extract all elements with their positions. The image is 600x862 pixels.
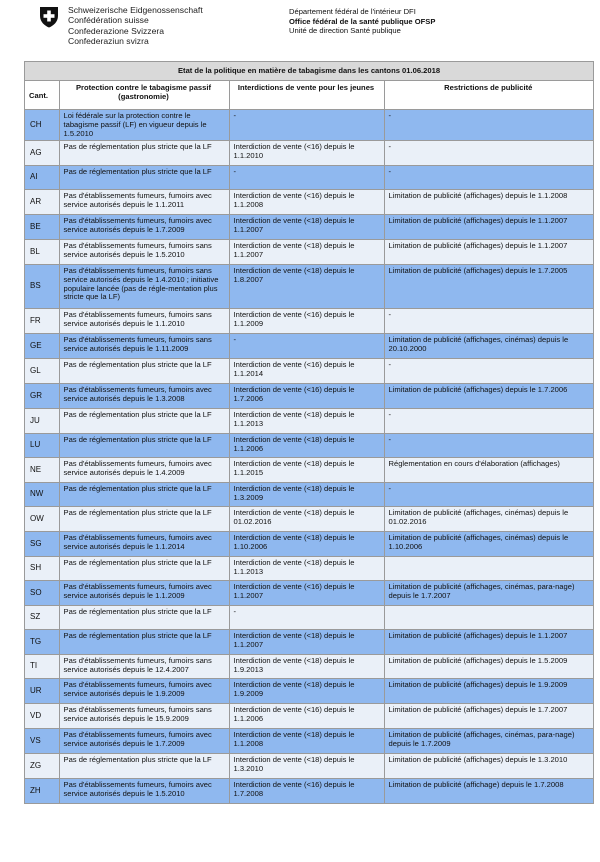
tobacco-policy-table <box>24 61 594 804</box>
table-row <box>25 580 593 605</box>
cell-advertising: - <box>384 482 593 506</box>
cell-youth-sales-ban: Interdiction de vente (<18) depuis le 1.1.2013 <box>229 556 384 580</box>
cell-youth-sales-ban: Interdiction de vente (<16) depuis le 1.1.2006 <box>229 703 384 728</box>
cell-youth-sales-ban: Interdiction de vente (<18) depuis le 1.9.2013 <box>229 654 384 678</box>
cell-passive-smoking: Pas d'établissements fumeurs, fumoirs avec service autorisés depuis le 1.7.2009 <box>59 728 229 753</box>
cell-advertising <box>384 556 593 580</box>
cell-canton: AR <box>25 189 59 214</box>
table-row <box>25 605 593 629</box>
cell-youth-sales-ban: Interdiction de vente (<18) depuis le 1.1.2007 <box>229 214 384 239</box>
cell-youth-sales-ban: Interdiction de vente (<18) depuis le 1.1.2008 <box>229 728 384 753</box>
swiss-coat-of-arms-icon <box>39 6 59 28</box>
column-header-passive-smoking: Protection contre le tabagisme passif (gastronomie) <box>59 81 229 110</box>
table-row <box>25 214 593 239</box>
office-name: Office fédéral de la santé publique OFSP <box>289 16 436 26</box>
cell-passive-smoking: Loi fédérale sur la protection contre le tabagisme passif (LF) en vigueur depuis le 1.5.2010 <box>59 110 229 141</box>
cell-youth-sales-ban: Interdiction de vente (<18) depuis le 1.1.2006 <box>229 433 384 457</box>
cell-canton: GE <box>25 333 59 358</box>
cell-advertising: - <box>384 308 593 333</box>
cell-canton: NW <box>25 482 59 506</box>
table-row <box>25 556 593 580</box>
table-row <box>25 110 593 141</box>
cell-canton: BE <box>25 214 59 239</box>
cell-advertising: - <box>384 110 593 141</box>
table-row <box>25 506 593 531</box>
cell-canton: SG <box>25 531 59 556</box>
table-row <box>25 264 593 308</box>
cell-advertising: - <box>384 408 593 433</box>
confederation-names <box>68 5 203 46</box>
cell-youth-sales-ban: Interdiction de vente (<18) depuis le 1.3.2010 <box>229 753 384 778</box>
cell-canton: VS <box>25 728 59 753</box>
table-row <box>25 239 593 264</box>
table-row <box>25 408 593 433</box>
cell-youth-sales-ban: Interdiction de vente (<18) depuis le 1.1.2013 <box>229 408 384 433</box>
table-row <box>25 531 593 556</box>
table-row <box>25 778 593 803</box>
cell-passive-smoking: Pas d'établissements fumeurs, fumoirs avec service autorisés depuis le 1.1.2009 <box>59 580 229 605</box>
cell-passive-smoking: Pas de réglementation plus stricte que la LF <box>59 506 229 531</box>
cell-advertising: Limitation de publicité (affichages) depuis le 1.3.2010 <box>384 753 593 778</box>
cell-passive-smoking: Pas d'établissements fumeurs, fumoirs avec service autorisés depuis le 1.4.2009 <box>59 457 229 482</box>
cell-canton: AI <box>25 165 59 189</box>
cell-passive-smoking: Pas d'établissements fumeurs, fumoirs avec service autorisés depuis le 1.5.2010 <box>59 778 229 803</box>
cell-canton: TG <box>25 629 59 654</box>
unit-name: Unité de direction Santé publique <box>289 26 401 36</box>
cell-advertising: - <box>384 140 593 165</box>
table-row <box>25 333 593 358</box>
confederation-it: Confederazione Svizzera <box>68 25 165 36</box>
cell-advertising: - <box>384 358 593 383</box>
cell-advertising: Limitation de publicité (affichages) depuis le 1.9.2009 <box>384 678 593 703</box>
cell-youth-sales-ban: Interdiction de vente (<18) depuis le 1.3.2009 <box>229 482 384 506</box>
cell-advertising: - <box>384 165 593 189</box>
cell-advertising: Limitation de publicité (affichages, cinémas) depuis le 1.10.2006 <box>384 531 593 556</box>
cell-youth-sales-ban: - <box>229 165 384 189</box>
cell-passive-smoking: Pas d'établissements fumeurs, fumoirs sans service autorisés depuis le 1.1.2010 <box>59 308 229 333</box>
cell-advertising: Limitation de publicité (affichages) depuis le 1.1.2007 <box>384 214 593 239</box>
cell-canton: ZH <box>25 778 59 803</box>
confederation-rm: Confederaziun svizra <box>68 35 149 46</box>
cell-advertising: Limitation de publicité (affichages, cinémas, para-nage) depuis le 1.7.2007 <box>384 580 593 605</box>
table-row <box>25 383 593 408</box>
cell-passive-smoking: Pas de réglementation plus stricte que la LF <box>59 482 229 506</box>
cell-canton: CH <box>25 110 59 141</box>
cell-advertising <box>384 605 593 629</box>
cell-youth-sales-ban: Interdiction de vente (<18) depuis le 1.1.2007 <box>229 629 384 654</box>
cell-advertising: Limitation de publicité (affichages) depuis le 1.5.2009 <box>384 654 593 678</box>
cell-youth-sales-ban: - <box>229 110 384 141</box>
cell-advertising: Limitation de publicité (affichages, cinémas, para-nage) depuis le 1.7.2009 <box>384 728 593 753</box>
cell-youth-sales-ban: Interdiction de vente (<16) depuis le 1.7.2008 <box>229 778 384 803</box>
cell-passive-smoking: Pas d'établissements fumeurs, fumoirs sans service autorisés depuis le 1.5.2010 <box>59 239 229 264</box>
column-header-advertising: Restrictions de publicité <box>384 81 593 110</box>
cell-canton: ZG <box>25 753 59 778</box>
cell-advertising: Limitation de publicité (affichages) depuis le 1.1.2008 <box>384 189 593 214</box>
department-block <box>289 7 435 36</box>
table-row <box>25 308 593 333</box>
table-title: Etat de la politique en matière de tabagisme dans les cantons 01.06.2018 <box>25 62 593 81</box>
table-row <box>25 457 593 482</box>
cell-passive-smoking: Pas de réglementation plus stricte que la LF <box>59 753 229 778</box>
cell-passive-smoking: Pas d'établissements fumeurs, fumoirs avec service autorisés depuis le 1.3.2008 <box>59 383 229 408</box>
cell-passive-smoking: Pas d'établissements fumeurs, fumoirs sans service autorisés depuis le 1.11.2009 <box>59 333 229 358</box>
cell-canton: BS <box>25 264 59 308</box>
table-row <box>25 703 593 728</box>
cell-youth-sales-ban: - <box>229 333 384 358</box>
cell-youth-sales-ban: Interdiction de vente (<16) depuis le 1.1.2009 <box>229 308 384 333</box>
table-row <box>25 728 593 753</box>
cell-youth-sales-ban: - <box>229 605 384 629</box>
cell-canton: AG <box>25 140 59 165</box>
cell-passive-smoking: Pas de réglementation plus stricte que la LF <box>59 629 229 654</box>
cell-canton: SZ <box>25 605 59 629</box>
cell-youth-sales-ban: Interdiction de vente (<18) depuis le 1.1.2015 <box>229 457 384 482</box>
cell-advertising: - <box>384 433 593 457</box>
table-row <box>25 189 593 214</box>
cell-passive-smoking: Pas d'établissements fumeurs, fumoirs avec service autorisés depuis le 1.7.2009 <box>59 214 229 239</box>
cell-advertising: Limitation de publicité (affichages, cinémas) depuis le 20.10.2000 <box>384 333 593 358</box>
confederation-de: Schweizerische Eidgenossenschaft <box>68 5 203 15</box>
cell-advertising: Limitation de publicité (affichage) depuis le 1.7.2008 <box>384 778 593 803</box>
cell-youth-sales-ban: Interdiction de vente (<18) depuis le 1.10.2006 <box>229 531 384 556</box>
cell-passive-smoking: Pas d'établissements fumeurs, fumoirs sans service autorisés depuis le 1.4.2010 ; initiative populaire lancée (pas de régle-mentation plus stricte que la LF) <box>59 264 229 308</box>
cell-canton: UR <box>25 678 59 703</box>
table-row <box>25 482 593 506</box>
cell-advertising: Limitation de publicité (affichages) depuis le 1.1.2007 <box>384 629 593 654</box>
cell-youth-sales-ban: Interdiction de vente (<18) depuis le 01.02.2016 <box>229 506 384 531</box>
table-row <box>25 753 593 778</box>
cell-canton: GR <box>25 383 59 408</box>
cell-canton: NE <box>25 457 59 482</box>
cell-passive-smoking: Pas de réglementation plus stricte que la LF <box>59 165 229 189</box>
cell-canton: JU <box>25 408 59 433</box>
cell-advertising: Limitation de publicité (affichages) depuis le 1.1.2007 <box>384 239 593 264</box>
cell-advertising: Limitation de publicité (affichages, cinémas) depuis le 01.02.2016 <box>384 506 593 531</box>
column-header-canton: Cant. <box>25 81 59 110</box>
cell-passive-smoking: Pas d'établissements fumeurs, fumoirs avec service autorisés depuis le 1.9.2009 <box>59 678 229 703</box>
cell-canton: SO <box>25 580 59 605</box>
cell-youth-sales-ban: Interdiction de vente (<16) depuis le 1.7.2006 <box>229 383 384 408</box>
page-header <box>0 0 600 60</box>
cell-canton: GL <box>25 358 59 383</box>
cell-canton: FR <box>25 308 59 333</box>
cell-canton: TI <box>25 654 59 678</box>
table-row <box>25 140 593 165</box>
cell-passive-smoking: Pas d'établissements fumeurs, fumoirs avec service autorisés depuis le 1.1.2014 <box>59 531 229 556</box>
table-row <box>25 654 593 678</box>
cell-canton: VD <box>25 703 59 728</box>
cell-canton: BL <box>25 239 59 264</box>
table-row <box>25 629 593 654</box>
cell-canton: SH <box>25 556 59 580</box>
cell-advertising: Limitation de publicité (affichages) depuis le 1.7.2005 <box>384 264 593 308</box>
cell-passive-smoking: Pas d'établissements fumeurs, fumoirs sans service autorisés depuis le 15.9.2009 <box>59 703 229 728</box>
cell-youth-sales-ban: Interdiction de vente (<16) depuis le 1.1.2014 <box>229 358 384 383</box>
cell-youth-sales-ban: Interdiction de vente (<18) depuis le 1.8.2007 <box>229 264 384 308</box>
column-header-youth-sales-ban: Interdictions de vente pour les jeunes <box>229 81 384 110</box>
cell-youth-sales-ban: Interdiction de vente (<16) depuis le 1.1.2007 <box>229 580 384 605</box>
cell-advertising: Limitation de publicité (affichages) depuis le 1.7.2006 <box>384 383 593 408</box>
cell-passive-smoking: Pas de réglementation plus stricte que la LF <box>59 140 229 165</box>
cell-advertising: Limitation de publicité (affichages) depuis le 1.7.2007 <box>384 703 593 728</box>
cell-youth-sales-ban: Interdiction de vente (<16) depuis le 1.1.2010 <box>229 140 384 165</box>
cell-passive-smoking: Pas de réglementation plus stricte que la LF <box>59 408 229 433</box>
cell-canton: LU <box>25 433 59 457</box>
cell-passive-smoking: Pas de réglementation plus stricte que la LF <box>59 433 229 457</box>
cell-passive-smoking: Pas de réglementation plus stricte que la LF <box>59 358 229 383</box>
table-row <box>25 358 593 383</box>
cell-passive-smoking: Pas de réglementation plus stricte que la LF <box>59 556 229 580</box>
cell-passive-smoking: Pas d'établissements fumeurs, fumoirs avec service autorisés depuis le 1.1.2011 <box>59 189 229 214</box>
department-name: Département fédéral de l'intérieur DFI <box>289 7 416 16</box>
table-row <box>25 165 593 189</box>
cell-youth-sales-ban: Interdiction de vente (<18) depuis le 1.9.2009 <box>229 678 384 703</box>
cell-youth-sales-ban: Interdiction de vente (<18) depuis le 1.1.2007 <box>229 239 384 264</box>
cell-advertising: Réglementation en cours d'élaboration (affichages) <box>384 457 593 482</box>
confederation-fr: Confédération suisse <box>68 15 149 26</box>
cell-canton: OW <box>25 506 59 531</box>
cell-passive-smoking: Pas de réglementation plus stricte que la LF <box>59 605 229 629</box>
cell-passive-smoking: Pas d'établissements fumeurs, fumoirs sans service autorisés depuis le 12.4.2007 <box>59 654 229 678</box>
table-row <box>25 433 593 457</box>
table-row <box>25 678 593 703</box>
cell-youth-sales-ban: Interdiction de vente (<16) depuis le 1.1.2008 <box>229 189 384 214</box>
